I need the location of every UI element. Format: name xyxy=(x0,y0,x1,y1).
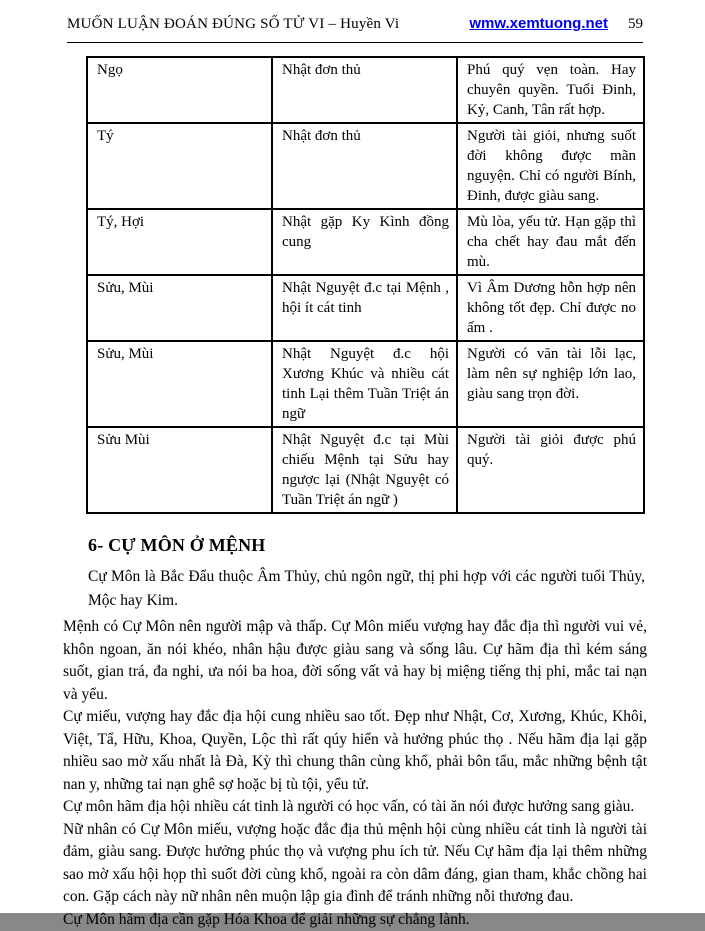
table-row xyxy=(87,275,644,341)
section-intro: Cự Môn là Bắc Đẩu thuộc Âm Thủy, chủ ngôn ngữ, thị phi hợp với các người tuổi Thủy, Mộc hay Kim. xyxy=(88,565,645,613)
cell-luan: Người có văn tài lỗi lạc, làm nên sự nghiệp lớn lao, giàu sang trọn đời. xyxy=(457,341,644,427)
cell-cung: Sửu Mùi xyxy=(87,427,272,513)
table-row xyxy=(87,57,644,123)
cell-cung: Sửu, Mùi xyxy=(87,341,272,427)
header-title: MUỐN LUẬN ĐOÁN ĐÚNG SỐ TỬ VI – Huyền Vi xyxy=(67,16,399,33)
body-paragraph: Cự miếu, vượng hay đắc địa hội cung nhiều sao tốt. Đẹp như Nhật, Cơ, Xương, Khúc, Khôi, Việt, Tẩ, Hữu, Khoa, Quyền, Lộc thì rất qúy hiển và hưởng phúc thọ . Nếu hãm địa lại gặp nhiều sao mờ xấu nhất là Đà, Kỳ thì chung thân cùng khổ, phải bôn tẩu, mắc những bệnh tật nan y, những tai nạn ghê sợ hoặc bị tù tội, yểu tử. xyxy=(63,706,647,796)
page-number: 59 xyxy=(628,16,643,33)
table-row xyxy=(87,209,644,275)
section-heading: 6- CỰ MÔN Ở MỆNH xyxy=(88,535,647,556)
table-row xyxy=(87,427,644,513)
cell-cung: Tý xyxy=(87,123,272,209)
section-body xyxy=(63,616,647,931)
cell-sao: Nhật gặp Ky Kình đồng cung xyxy=(272,209,457,275)
page-header xyxy=(67,0,643,33)
cell-luan: Người tài giỏi, nhưng suốt đời không được mãn nguyện. Chỉ có người Bính, Đinh, được giàu sang. xyxy=(457,123,644,209)
table-row xyxy=(87,341,644,427)
cell-sao: Nhật Nguyệt đ.c tại Mệnh , hội ít cát tinh xyxy=(272,275,457,341)
table-body xyxy=(87,57,644,513)
table-row xyxy=(87,123,644,209)
cell-sao: Nhật Nguyệt đ.c tại Mùi chiếu Mệnh tại Sửu hay ngược lại (Nhật Nguyệt có Tuần Triệt án ngữ ) xyxy=(272,427,457,513)
cell-luan: Người tài giỏi được phú quý. xyxy=(457,427,644,513)
destiny-table xyxy=(86,56,645,514)
cell-sao: Nhật đơn thủ xyxy=(272,123,457,209)
cell-sao: Nhật đơn thủ xyxy=(272,57,457,123)
cell-sao: Nhật Nguyệt đ.c hội Xương Khúc và nhiều cát tinh Lại thêm Tuần Triệt án ngữ xyxy=(272,341,457,427)
body-paragraph: Mệnh có Cự Môn nên người mập và thấp. Cự Môn miếu vượng hay đắc địa thì người vui vẻ, khôn ngoan, ăn nói khéo, nhân hậu được giàu sang và sống lâu. Cự hãm địa thì kém sáng suốt, gian trá, đa nghi, ưa nói ba hoa, đời sống vất vả hay bị miệng tiếng thị phi, mắc tai nạn và yểu. xyxy=(63,616,647,706)
cell-cung: Tý, Hợi xyxy=(87,209,272,275)
header-rule xyxy=(67,42,643,43)
cell-luan: Vì Âm Dương hỗn hợp nên không tốt đẹp. Chỉ được no ấm . xyxy=(457,275,644,341)
body-paragraph: Nữ nhân có Cự Môn miếu, vượng hoặc đắc địa thủ mệnh hội cùng nhiều cát tinh là người tài đảm, giàu sang. Được hưởng phúc thọ và vượng phu ích tử. Nếu Cự hãm địa lại thêm những sao mờ xấu hội họp thì suốt đời cùng khổ, ngoài ra còn dâm đáng, gian tham, khắc chồng hai con. Gặp cách này nữ nhân nên muộn lập gia đình để tránh những nỗi thương đau. xyxy=(63,819,647,909)
cell-luan: Mù lòa, yếu tử. Hạn gặp thì cha chết hay đau mắt đến mù. xyxy=(457,209,644,275)
body-paragraph: Cự Môn hãm địa cần gặp Hóa Khoa để giải những sự chẳng lành. xyxy=(63,909,647,931)
site-link[interactable]: wmw.xemtuong.net xyxy=(469,15,608,32)
body-paragraph: Cự môn hãm địa hội nhiều cát tinh là người có học vấn, có tài ăn nói được hưởng sang giàu. xyxy=(63,796,647,819)
cell-cung: Ngọ xyxy=(87,57,272,123)
cell-cung: Sửu, Mùi xyxy=(87,275,272,341)
cell-luan: Phú quý vẹn toàn. Hay chuyên quyền. Tuổi Đinh, Kỷ, Canh, Tân rất hợp. xyxy=(457,57,644,123)
